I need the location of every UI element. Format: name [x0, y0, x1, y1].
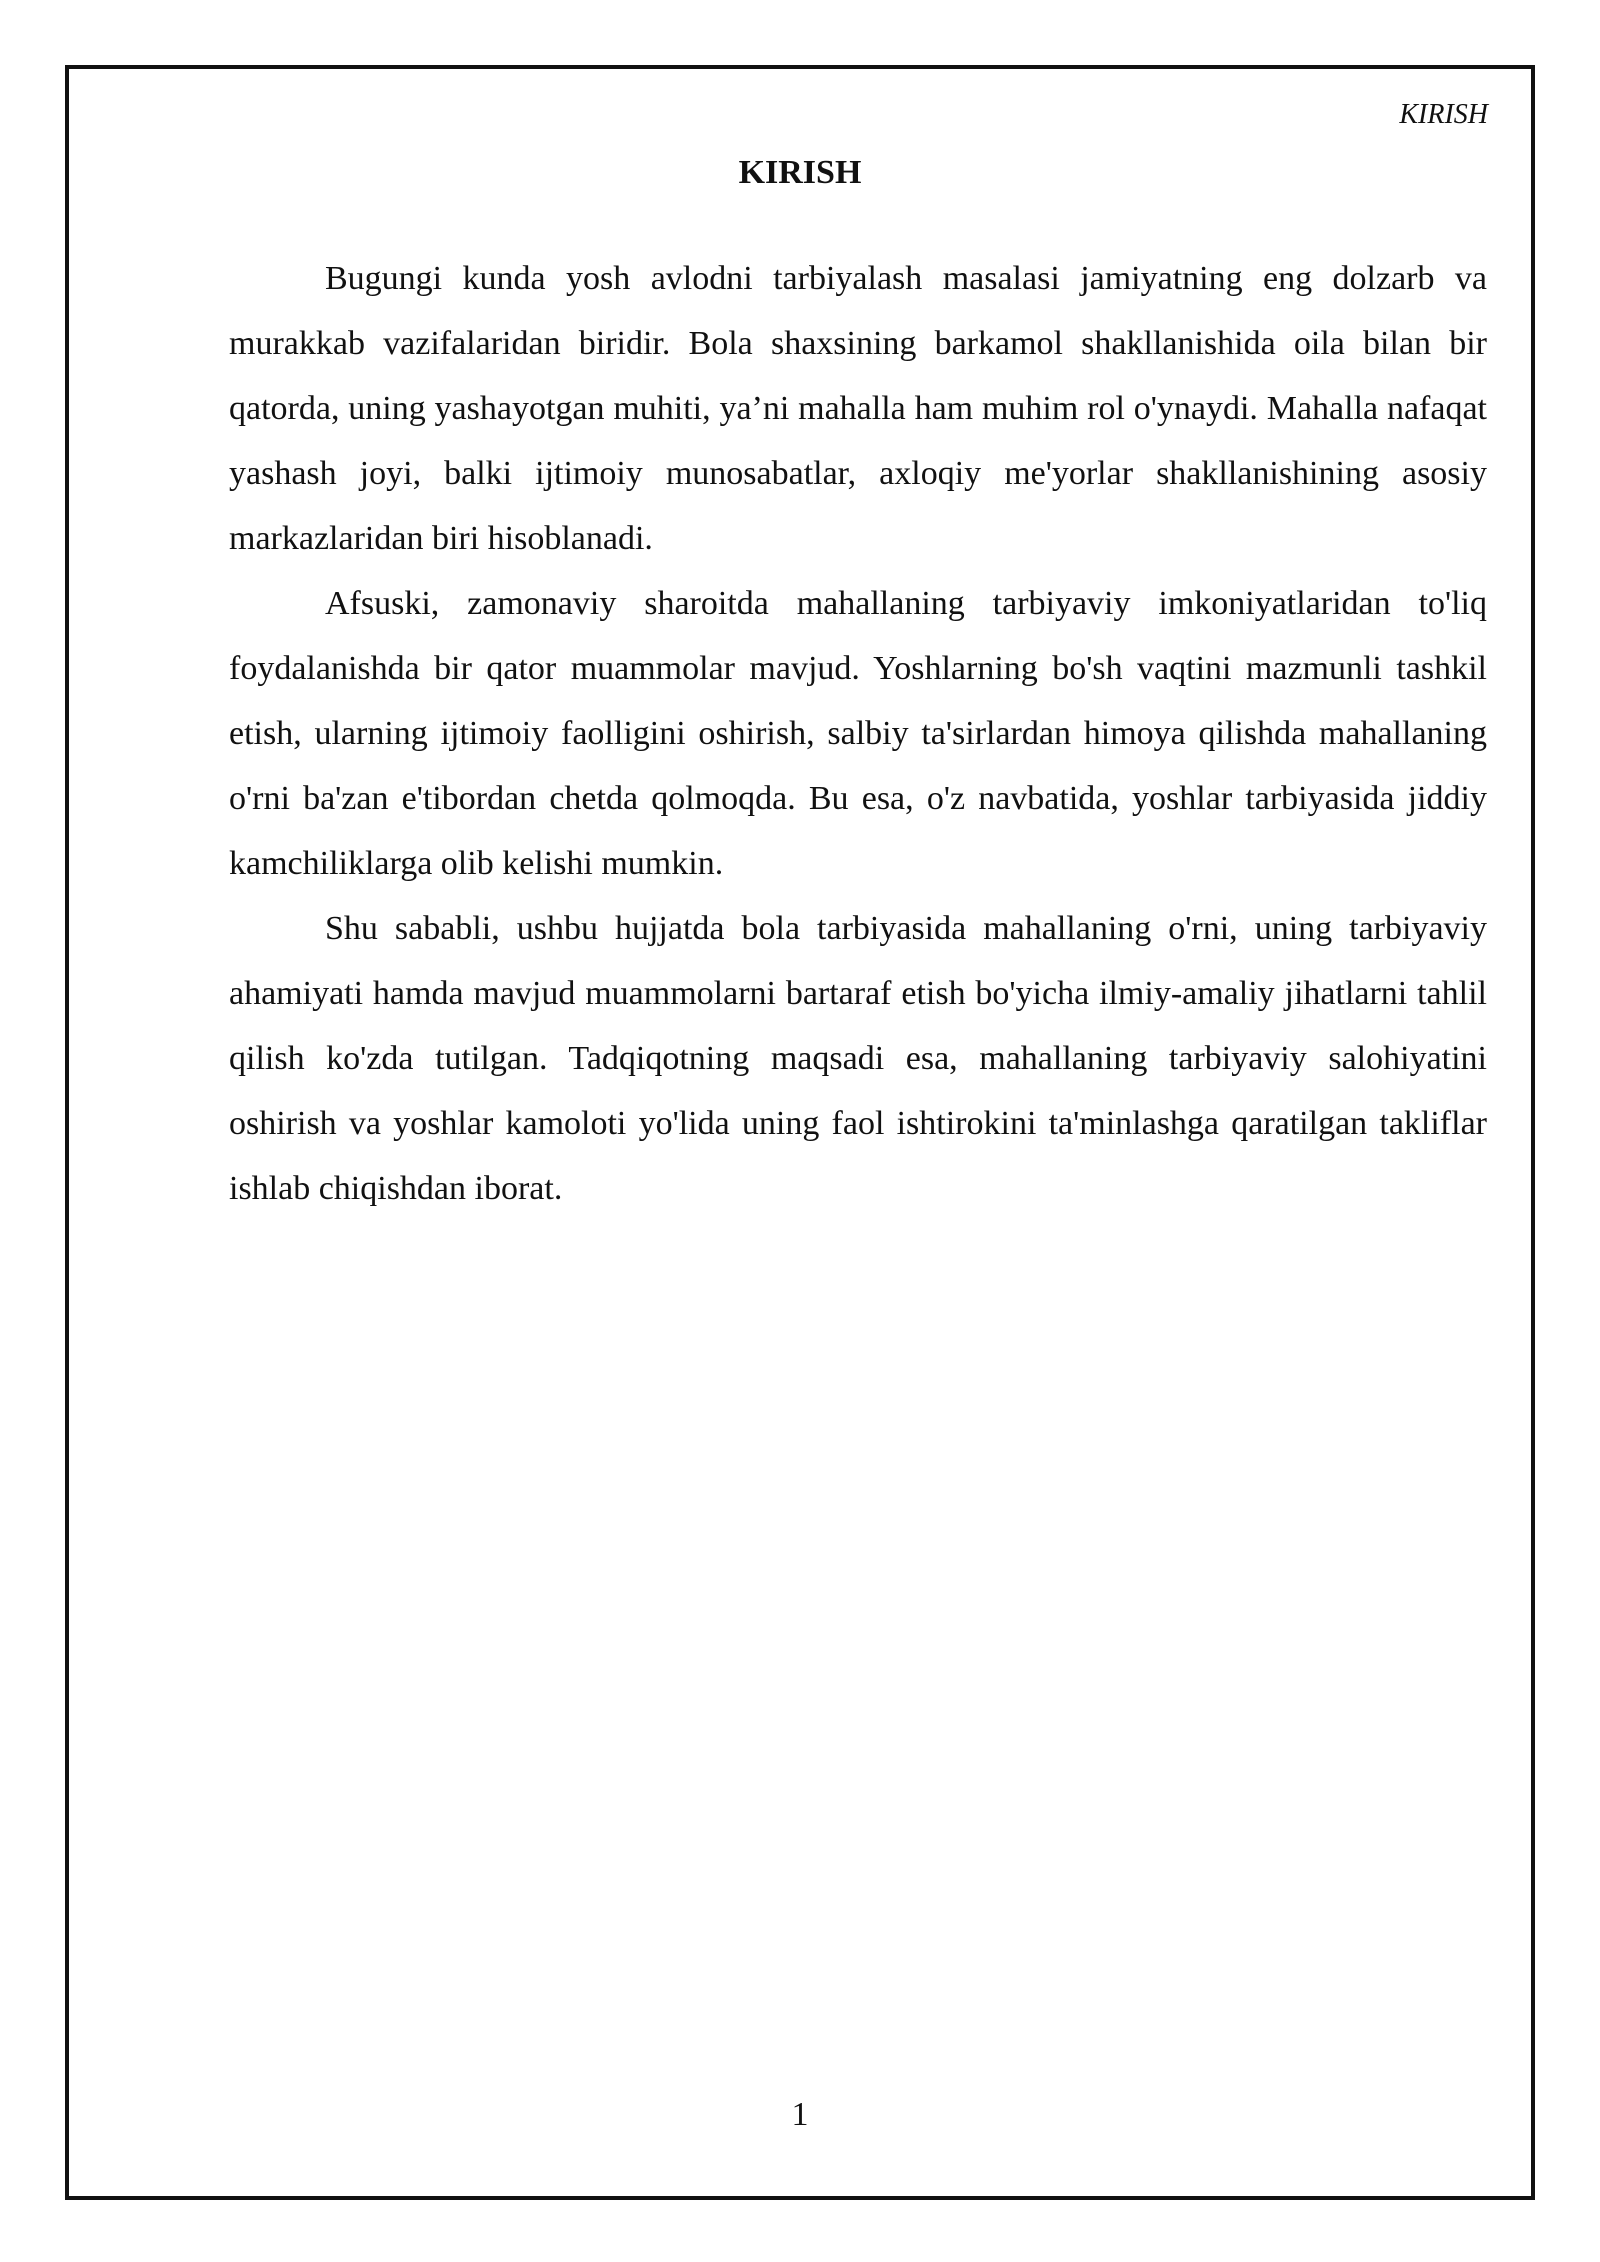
- page-number: 1: [791, 2096, 809, 2133]
- document-title: KIRISH: [738, 154, 862, 191]
- document-body: [229, 246, 1487, 1221]
- running-header: KIRISH: [1399, 99, 1488, 130]
- paragraph: Shu sababli, ushbu hujjatda bola tarbiyasida mahallaning o'rni, uning tarbiyaviy ahamiyati hamda mavjud muammolarni bartaraf etish bo'yicha ilmiy-amaliy jihatlarni tahlil qilish ko'zda tutilgan. Tadqiqotning maqsadi esa, mahallaning tarbiyaviy salohiyatini oshirish va yoshlar kamoloti yo'lida uning faol ishtirokini ta'minlashga qaratilgan takliflar ishlab chiqishdan iborat.: [229, 910, 1487, 1207]
- paragraph: Bugungi kunda yosh avlodni tarbiyalash masalasi jamiyatning eng dolzarb va murakkab vazifalaridan biridir. Bola shaxsining barkamol shakllanishida oila bilan bir qatorda, uning yashayotgan muhiti, ya’ni mahalla ham muhim rol o'ynaydi. Mahalla nafaqat yashash joyi, balki ijtimoiy munosabatlar, axloqiy me'yorlar shakllanishining asosiy markazlaridan biri hisoblanadi.: [229, 260, 1487, 557]
- paragraph: Afsuski, zamonaviy sharoitda mahallaning tarbiyaviy imkoniyatlaridan to'liq foydalanishda bir qator muammolar mavjud. Yoshlarning bo'sh vaqtini mazmunli tashkil etish, ularning ijtimoiy faolligini oshirish, salbiy ta'sirlardan himoya qilishda mahallaning o'rni ba'zan e'tibordan chetda qolmoqda. Bu esa, o'z navbatida, yoshlar tarbiyasida jiddiy kamchiliklarga olib kelishi mumkin.: [229, 585, 1487, 882]
